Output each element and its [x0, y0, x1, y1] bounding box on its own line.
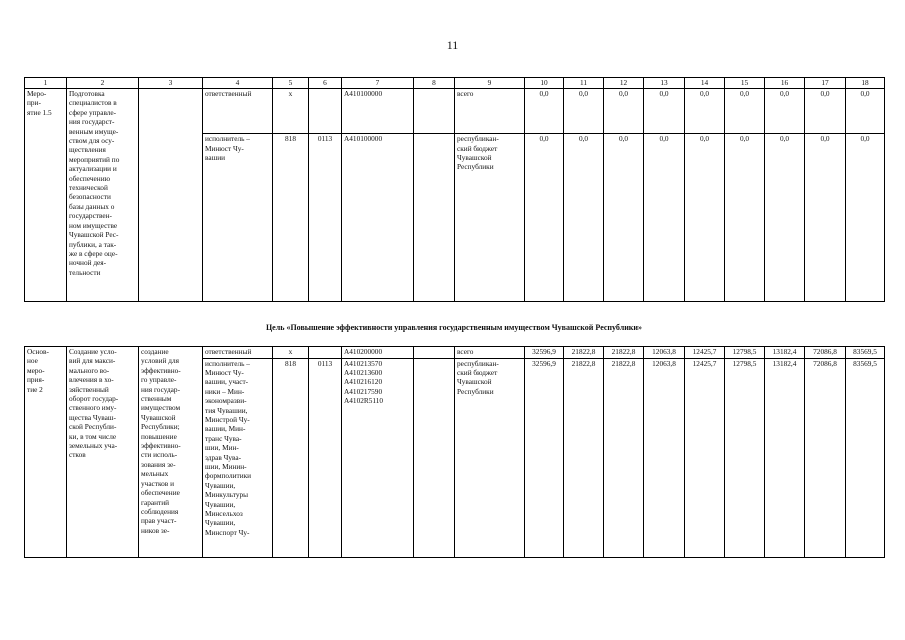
expense-group	[414, 89, 455, 134]
target-article: А410200000	[342, 347, 414, 359]
value-cell: 0,0	[846, 134, 885, 302]
responsible-executor: исполнитель – Минюст Чу- вашии	[203, 134, 273, 302]
header-row	[25, 78, 885, 89]
table-row	[25, 89, 885, 134]
funding-source: республикан- ский бюджет Чувашской Республики	[455, 134, 525, 302]
column-header: 1	[25, 78, 67, 89]
value-cell: 21822,8	[564, 347, 604, 359]
value-cell: 0,0	[604, 134, 644, 302]
activity-id: Основ- ное меро- прия- тие 2	[25, 347, 67, 558]
column-header: 9	[455, 78, 525, 89]
value-cell: 0,0	[525, 89, 564, 134]
activity-result: создание условий для эффективно- го управле- ния государ- ственным имуществом Чувашской Республики; повышение эффективно- сти исполь- зования зе- мельных участков и обеспечение гарантий соблюдения прав участ- ников зе-	[139, 347, 203, 558]
value-cell: 12798,5	[725, 347, 765, 359]
column-header: 11	[564, 78, 604, 89]
value-cell: 0,0	[685, 134, 725, 302]
table-main-activity-2	[24, 346, 885, 558]
value-cell: 32596,9	[525, 347, 564, 359]
target-article: А410213570 А410213600 А410216120 А410217590 А4102R5110	[342, 358, 414, 557]
value-cell: 83569,5	[846, 358, 885, 557]
value-cell: 32596,9	[525, 358, 564, 557]
column-header: 15	[725, 78, 765, 89]
column-header: 10	[525, 78, 564, 89]
value-cell: 21822,8	[564, 358, 604, 557]
column-header: 4	[203, 78, 273, 89]
goal-title: Цель «Повышение эффективности управления государственным имуществом Чувашской Республики»	[265, 323, 643, 332]
expense-group	[414, 358, 455, 557]
funding-source: всего	[455, 347, 525, 359]
value-cell: 0,0	[765, 134, 805, 302]
value-cell: 13182,4	[765, 347, 805, 359]
value-cell: 12063,8	[644, 358, 685, 557]
value-cell: 12798,5	[725, 358, 765, 557]
value-cell: 0,0	[644, 89, 685, 134]
section-code	[309, 89, 342, 134]
value-cell: 21822,8	[604, 347, 644, 359]
page-number: 11	[446, 38, 459, 52]
value-cell: 12425,7	[685, 358, 725, 557]
grbs-code: 818	[273, 358, 309, 557]
value-cell: 83569,5	[846, 347, 885, 359]
section-code	[309, 347, 342, 359]
value-cell: 0,0	[765, 89, 805, 134]
funding-source: республикан- ский бюджет Чувашской Республики	[455, 358, 525, 557]
responsible-label: ответственный	[203, 347, 273, 359]
target-article: А410100000	[342, 89, 414, 134]
value-cell: 0,0	[564, 89, 604, 134]
table-row	[25, 347, 885, 359]
value-cell: 0,0	[604, 89, 644, 134]
value-cell: 0,0	[525, 134, 564, 302]
column-header: 18	[846, 78, 885, 89]
column-header: 14	[685, 78, 725, 89]
expense-group	[414, 134, 455, 302]
value-cell: 0,0	[725, 134, 765, 302]
value-cell: 0,0	[805, 89, 846, 134]
value-cell: 72086,8	[805, 347, 846, 359]
activity-name: Создание усло- вий для макси- мального во- влечения в хо- зяйственный оборот государ- ственного иму- щества Чуваш- ской Республи- ки, в том числе земельных уча- стков	[67, 347, 139, 558]
column-header: 13	[644, 78, 685, 89]
funding-source: всего	[455, 89, 525, 134]
expense-group	[414, 347, 455, 359]
grbs-code: x	[273, 347, 309, 359]
value-cell: 0,0	[846, 89, 885, 134]
value-cell: 0,0	[725, 89, 765, 134]
section-code: 0113	[309, 134, 342, 302]
column-header: 17	[805, 78, 846, 89]
column-header: 5	[273, 78, 309, 89]
table-activity-1-5	[24, 77, 885, 302]
column-header: 8	[414, 78, 455, 89]
value-cell: 0,0	[805, 134, 846, 302]
value-cell: 21822,8	[604, 358, 644, 557]
grbs-code: 818	[273, 134, 309, 302]
section-code: 0113	[309, 358, 342, 557]
value-cell: 0,0	[685, 89, 725, 134]
value-cell: 72086,8	[805, 358, 846, 557]
column-header: 12	[604, 78, 644, 89]
value-cell: 12063,8	[644, 347, 685, 359]
value-cell: 12425,7	[685, 347, 725, 359]
column-header: 3	[139, 78, 203, 89]
value-cell: 0,0	[644, 134, 685, 302]
responsible-executor: исполнитель – Минюст Чу- вашии, участ- ники – Мин- экономразви- тия Чувашии, Минстрой Чу- вашии, Мин- транс Чува- шии, Мин- здрав Чува- шии, Минин- формполитики Чувашии, Минкультуры Чувашии, Минсельхоз Чувашии, Минспорт Чу-	[203, 358, 273, 557]
responsible-label: ответственный	[203, 89, 273, 134]
column-header: 7	[342, 78, 414, 89]
value-cell: 0,0	[564, 134, 604, 302]
target-article: А410100000	[342, 134, 414, 302]
activity-name: Подготовка специалистов в сфере управле- ния государст- венным имуще- ством для осу- ществления мероприятий по актуализации и обеспечению технической безопасности базы данных о государствен- ном имуществе Чувашской Рес- публики, а так- же в сфере оце- ночной дея- тельности	[67, 89, 139, 302]
activity-id: Меро- при- ятие 1.5	[25, 89, 67, 302]
value-cell: 13182,4	[765, 358, 805, 557]
column-header: 6	[309, 78, 342, 89]
column-header: 16	[765, 78, 805, 89]
grbs-code: x	[273, 89, 309, 134]
activity-result	[139, 89, 203, 302]
column-header: 2	[67, 78, 139, 89]
